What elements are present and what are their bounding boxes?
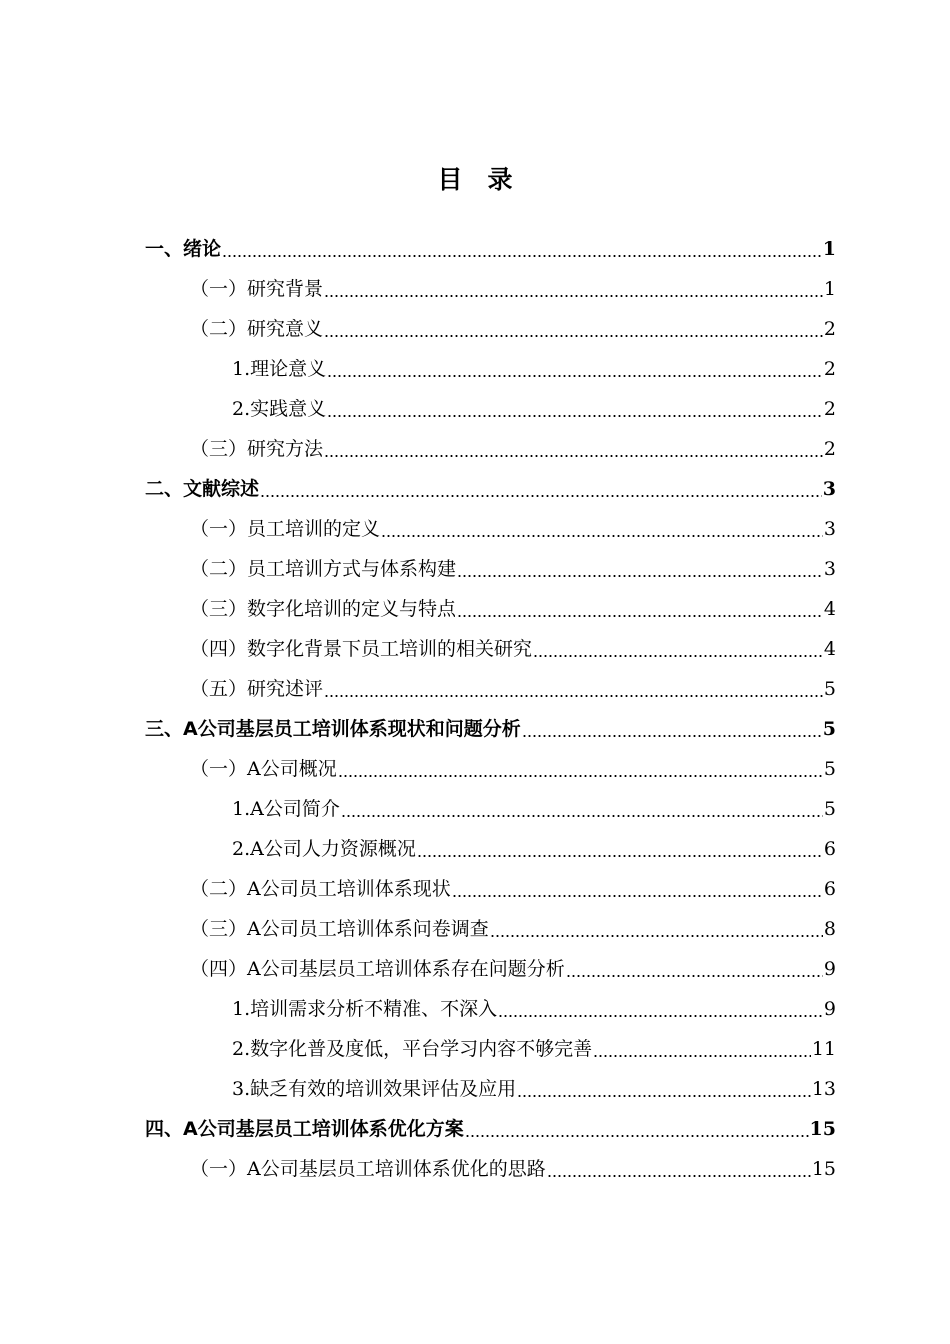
toc-entry[interactable] [190, 262, 836, 302]
toc-entry-text: 3.缺乏有效的培训效果评估及应用 [232, 1078, 517, 1100]
toc-entry-text: 二、文献综述 [145, 478, 260, 500]
dot-leader [417, 836, 823, 862]
toc-entry-text: （一）A公司基层员工培训体系优化的思路 [190, 1158, 546, 1180]
toc-page-number: 6 [823, 838, 836, 860]
toc-page-number: 1 [822, 238, 836, 260]
toc-page-number: 2 [823, 318, 836, 340]
dot-leader [222, 236, 822, 262]
dot-leader [533, 636, 823, 662]
toc-page-number: 4 [823, 598, 836, 620]
toc-entry[interactable] [190, 582, 836, 622]
toc-entry-text: 1.理论意义 [232, 358, 327, 380]
toc-entry-text: 四、A公司基层员工培训体系优化方案 [145, 1118, 464, 1140]
dot-leader [465, 1116, 809, 1142]
toc-entry[interactable] [232, 1022, 836, 1062]
toc-entry-text: （二）A公司员工培训体系现状 [190, 878, 451, 900]
dot-leader [498, 996, 823, 1022]
toc-page-number: 2 [823, 398, 836, 420]
dot-leader [457, 556, 823, 582]
toc-page-number: 9 [823, 958, 836, 980]
toc-entry-text: 1.培训需求分析不精准、不深入 [232, 998, 498, 1020]
toc-page-number: 3 [823, 518, 836, 540]
toc-entry-text: （三）A公司员工培训体系问卷调查 [190, 918, 489, 940]
toc-page-number: 6 [823, 878, 836, 900]
toc-page-number: 5 [823, 678, 836, 700]
toc-page-number: 11 [811, 1038, 836, 1060]
toc-entry-text: （一）员工培训的定义 [190, 518, 381, 540]
toc-page-number: 2 [823, 438, 836, 460]
toc-entry[interactable] [232, 822, 836, 862]
dot-leader [324, 676, 823, 702]
toc-entry-text: （五）研究述评 [190, 678, 324, 700]
toc-entry[interactable] [190, 422, 836, 462]
dot-leader [517, 1076, 811, 1102]
toc-entry-text: 2.实践意义 [232, 398, 327, 420]
toc-page-number: 2 [823, 358, 836, 380]
toc-entry-text: （一）A公司概况 [190, 758, 337, 780]
toc-entry[interactable] [190, 742, 836, 782]
toc-entry[interactable] [145, 222, 836, 262]
dot-leader [324, 316, 823, 342]
dot-leader [260, 476, 822, 502]
toc-page-number: 5 [822, 718, 836, 740]
toc-entry-text: 1.A公司简介 [232, 798, 340, 820]
toc-title: 目 录 [437, 165, 513, 194]
toc-entry[interactable] [145, 702, 836, 742]
toc-page-number: 15 [809, 1118, 836, 1140]
dot-leader [381, 516, 823, 542]
toc-entry-text: 2.数字化普及度低，平台学习内容不够完善 [232, 1038, 593, 1060]
dot-leader [566, 956, 823, 982]
toc-entry[interactable] [232, 382, 836, 422]
toc-entry[interactable] [232, 1062, 836, 1102]
toc-entry-text: （四）数字化背景下员工培训的相关研究 [190, 638, 533, 660]
toc-entry[interactable] [190, 622, 836, 662]
toc-entry[interactable] [190, 942, 836, 982]
dot-leader [324, 276, 823, 302]
dot-leader [327, 396, 823, 422]
toc-entry-text: （一）研究背景 [190, 278, 324, 300]
toc-entry[interactable] [232, 982, 836, 1022]
dot-leader [327, 356, 823, 382]
dot-leader [522, 716, 822, 742]
toc-page-number: 3 [822, 478, 836, 500]
toc-entry-text: （三）数字化培训的定义与特点 [190, 598, 457, 620]
toc-page-number: 4 [823, 638, 836, 660]
toc-entry-text: （二）员工培训方式与体系构建 [190, 558, 457, 580]
toc-page-number: 15 [811, 1158, 836, 1180]
toc-entry[interactable] [190, 542, 836, 582]
toc-entry[interactable] [190, 1142, 836, 1182]
toc-entry-text: （四）A公司基层员工培训体系存在问题分析 [190, 958, 565, 980]
toc-page-number: 9 [823, 998, 836, 1020]
toc-page-number: 8 [823, 918, 836, 940]
toc-entry-text: 三、A公司基层员工培训体系现状和问题分析 [145, 718, 521, 740]
toc-entry[interactable] [190, 302, 836, 342]
dot-leader [452, 876, 823, 902]
toc-entry[interactable] [232, 342, 836, 382]
toc-entry[interactable] [190, 902, 836, 942]
toc-entry-text: （二）研究意义 [190, 318, 324, 340]
toc-page-number: 1 [823, 278, 836, 300]
toc-page-number: 13 [811, 1078, 836, 1100]
dot-leader [341, 796, 823, 822]
toc-entry[interactable] [190, 862, 836, 902]
dot-leader [457, 596, 823, 622]
toc-page-number: 3 [823, 558, 836, 580]
toc-entry-text: （三）研究方法 [190, 438, 324, 460]
dot-leader [593, 1036, 811, 1062]
dot-leader [324, 436, 823, 462]
toc-entry-text: 2.A公司人力资源概况 [232, 838, 416, 860]
toc-entry[interactable] [145, 1102, 836, 1142]
toc-entry[interactable] [190, 662, 836, 702]
toc-entry[interactable] [190, 502, 836, 542]
toc-entry[interactable] [232, 782, 836, 822]
dot-leader [338, 756, 823, 782]
toc-entry[interactable] [145, 462, 836, 502]
dot-leader [490, 916, 823, 942]
toc-page-number: 5 [823, 798, 836, 820]
toc-page-number: 5 [823, 758, 836, 780]
toc-entry-text: 一、绪论 [145, 238, 222, 260]
dot-leader [547, 1156, 811, 1182]
